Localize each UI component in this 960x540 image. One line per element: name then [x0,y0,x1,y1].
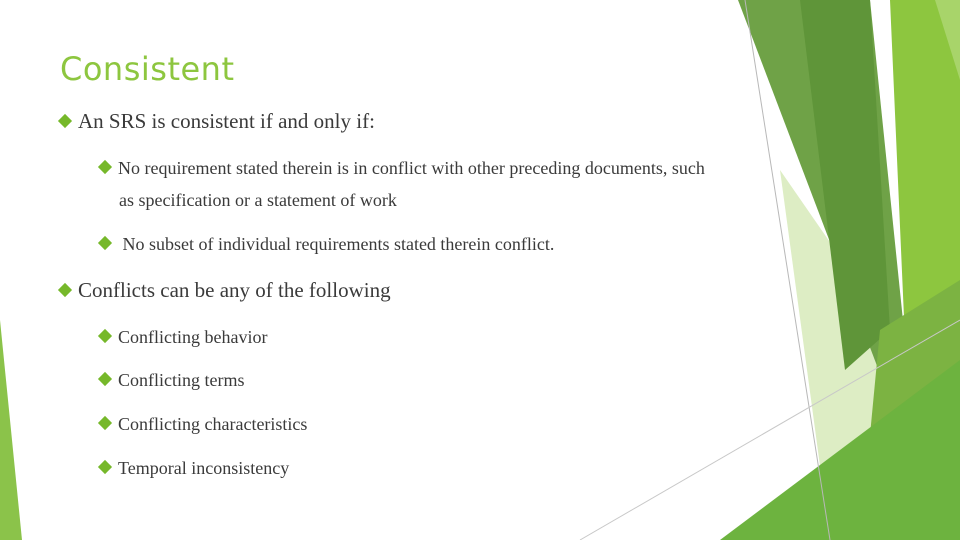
bullet-level2-temporal [100,458,289,479]
bullet-level2-behavior [100,327,267,348]
diamond-bullet-icon [58,114,72,128]
diamond-bullet-icon [58,283,72,297]
bullet-level2-characteristics [100,414,307,435]
bullet-text: Conflicting characteristics [118,414,308,434]
bullet-text: No subset of individual requirements stated therein conflict. [118,234,555,254]
bullet-text: Temporal inconsistency [118,458,290,478]
bullet-level1-conflicts [60,278,391,303]
bullet-level2-terms [100,370,244,391]
bullet-text: Conflicts can be any of the following [78,278,391,302]
bullet-level2-no-conflict [100,158,705,179]
left-green-sliver [0,320,22,540]
bullet-continuation: as specification or a statement of work [119,190,397,210]
diamond-bullet-icon [98,416,112,430]
diamond-bullet-icon [98,460,112,474]
bullet-level1-consistency [60,109,375,134]
diamond-bullet-icon [98,372,112,386]
diamond-bullet-icon [98,160,112,174]
bullet-text: No requirement stated therein is in conflict with other preceding documents, such [118,158,705,178]
bullet-text: Conflicting terms [118,370,245,390]
diamond-bullet-icon [98,329,112,343]
bullet-level2-no-subset [100,234,554,255]
bullet-text: An SRS is consistent if and only if: [78,109,375,133]
diamond-bullet-icon [98,236,112,250]
slide-title: Consistent [60,50,235,88]
bullet-text: Conflicting behavior [118,327,268,347]
